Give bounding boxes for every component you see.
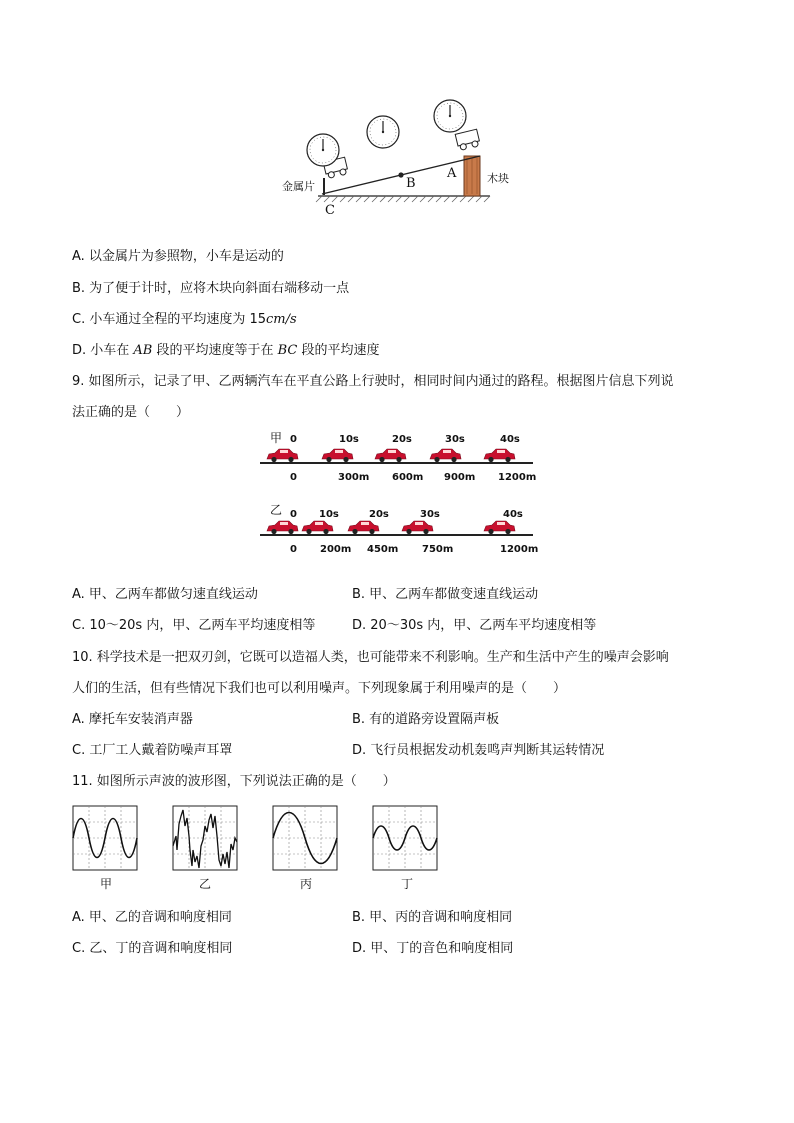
jia-dist-0: 0	[290, 472, 297, 483]
q9-option-b: B. 甲、乙两车都做变速直线运动	[352, 587, 539, 602]
label-wood: 木块	[487, 172, 509, 185]
yi-car-1	[267, 521, 298, 534]
jia-label: 甲	[270, 431, 283, 445]
jia-time-2: 20s	[392, 434, 412, 445]
label-c: C	[325, 203, 335, 218]
q8-option-c	[72, 311, 297, 329]
jia-car-1	[267, 449, 298, 462]
wave-panel-jia	[73, 806, 137, 870]
q8-d-bc: BC	[277, 343, 298, 358]
jia-time-4: 40s	[500, 434, 520, 445]
jia-car-4	[430, 449, 461, 462]
stopwatch-icon	[307, 134, 339, 166]
point-b	[398, 172, 403, 177]
q8-option-b: B. 为了便于计时，应将木块向斜面右端移动一点	[72, 281, 350, 296]
yi-dist-4: 1200m	[500, 544, 539, 555]
label-metal: 金属片	[282, 180, 315, 193]
jia-time-0: 0	[290, 434, 297, 445]
wave-panel-yi	[173, 806, 237, 870]
q9-stem-line2: 法正确的是（ ）	[72, 405, 190, 420]
q9-option-d: D. 20～30s 内，甲、乙两车平均速度相等	[352, 618, 597, 633]
q8-option-d	[72, 342, 380, 360]
stopwatch-icon	[434, 100, 466, 132]
jia-time-1: 10s	[339, 434, 359, 445]
yi-dists	[290, 544, 538, 555]
label-b: B	[406, 176, 416, 191]
wave-panel-ding	[373, 806, 437, 870]
cart-top	[455, 129, 480, 151]
q11-option-d: D. 甲、丁的音色和响度相同	[352, 941, 514, 956]
yi-car-3	[348, 521, 379, 534]
q8-d-p1: D. 小车在	[72, 343, 134, 358]
jia-dist-1: 300m	[338, 472, 370, 483]
yi-time-2: 20s	[369, 509, 389, 520]
q10-option-c: C. 工厂工人戴着防噪声耳罩	[72, 743, 233, 758]
jia-dist-3: 900m	[444, 472, 476, 483]
q8-option-a: A. 以金属片为参照物，小车是运动的	[72, 249, 284, 264]
yi-times	[290, 509, 523, 520]
jia-car-5	[484, 449, 515, 462]
wave-label-bing: 丙	[300, 877, 313, 891]
yi-dist-2: 450m	[367, 544, 399, 555]
q10-stem-line2: 人们的生活，但有些情况下我们也可以利用噪声。下列现象属于利用噪声的是（ ）	[72, 681, 567, 696]
yi-car-4	[402, 521, 433, 534]
jia-time-3: 30s	[445, 434, 465, 445]
yi-dist-0: 0	[290, 544, 297, 555]
yi-car-2	[302, 521, 333, 534]
yi-car-5	[484, 521, 515, 534]
car-motion-figure	[255, 428, 545, 558]
waveform-figure	[68, 800, 448, 900]
q11-option-c: C. 乙、丁的音调和响度相同	[72, 941, 233, 956]
q10-option-b: B. 有的道路旁设置隔声板	[352, 712, 500, 727]
q8-option-c-unit: cm/s	[266, 312, 297, 327]
q9-option-a: A. 甲、乙两车都做匀速直线运动	[72, 587, 258, 602]
jia-car-2	[322, 449, 353, 462]
q8-d-p3: 段的平均速度	[297, 343, 380, 358]
label-a: A	[447, 166, 457, 181]
yi-time-0: 0	[290, 509, 297, 520]
q11-option-b: B. 甲、丙的音调和响度相同	[352, 910, 513, 925]
stopwatch-icon	[367, 116, 399, 148]
yi-label: 乙	[270, 503, 283, 517]
yi-time-3: 30s	[420, 509, 440, 520]
incline-figure	[270, 92, 530, 222]
jia-car-3	[375, 449, 406, 462]
wave-label-yi: 乙	[199, 877, 212, 891]
q8-d-p2: 段的平均速度等于在	[152, 343, 278, 358]
wave-panel-bing	[273, 806, 337, 870]
yi-time-4: 40s	[503, 509, 523, 520]
q10-stem-line1: 10. 科学技术是一把双刃剑，它既可以造福人类，也可能带来不利影响。生产和生活中产生的噪声会影响	[72, 650, 669, 665]
q9-option-c: C. 10～20s 内，甲、乙两车平均速度相等	[72, 618, 316, 633]
yi-time-1: 10s	[319, 509, 339, 520]
q11-option-a: A. 甲、乙的音调和响度相同	[72, 910, 232, 925]
jia-dist-4: 1200m	[498, 472, 537, 483]
q9-stem-line1: 9. 如图所示，记录了甲、乙两辆汽车在平直公路上行驶时，相同时间内通过的路程。根据图片信息下列说	[72, 374, 674, 389]
wave-label-jia: 甲	[100, 877, 113, 891]
q10-option-d: D. 飞行员根据发动机轰鸣声判断其运转情况	[352, 743, 605, 758]
q8-option-c-text: C. 小车通过全程的平均速度为 15	[72, 312, 267, 327]
jia-dist-2: 600m	[392, 472, 424, 483]
q11-stem: 11. 如图所示声波的波形图，下列说法正确的是（ ）	[72, 774, 396, 789]
yi-dist-3: 750m	[422, 544, 454, 555]
wave-label-ding: 丁	[401, 877, 414, 891]
jia-dists	[290, 472, 536, 483]
yi-dist-1: 200m	[320, 544, 352, 555]
jia-times	[290, 434, 520, 445]
q8-d-ab: AB	[133, 343, 153, 358]
q10-option-a: A. 摩托车安装消声器	[72, 712, 193, 727]
